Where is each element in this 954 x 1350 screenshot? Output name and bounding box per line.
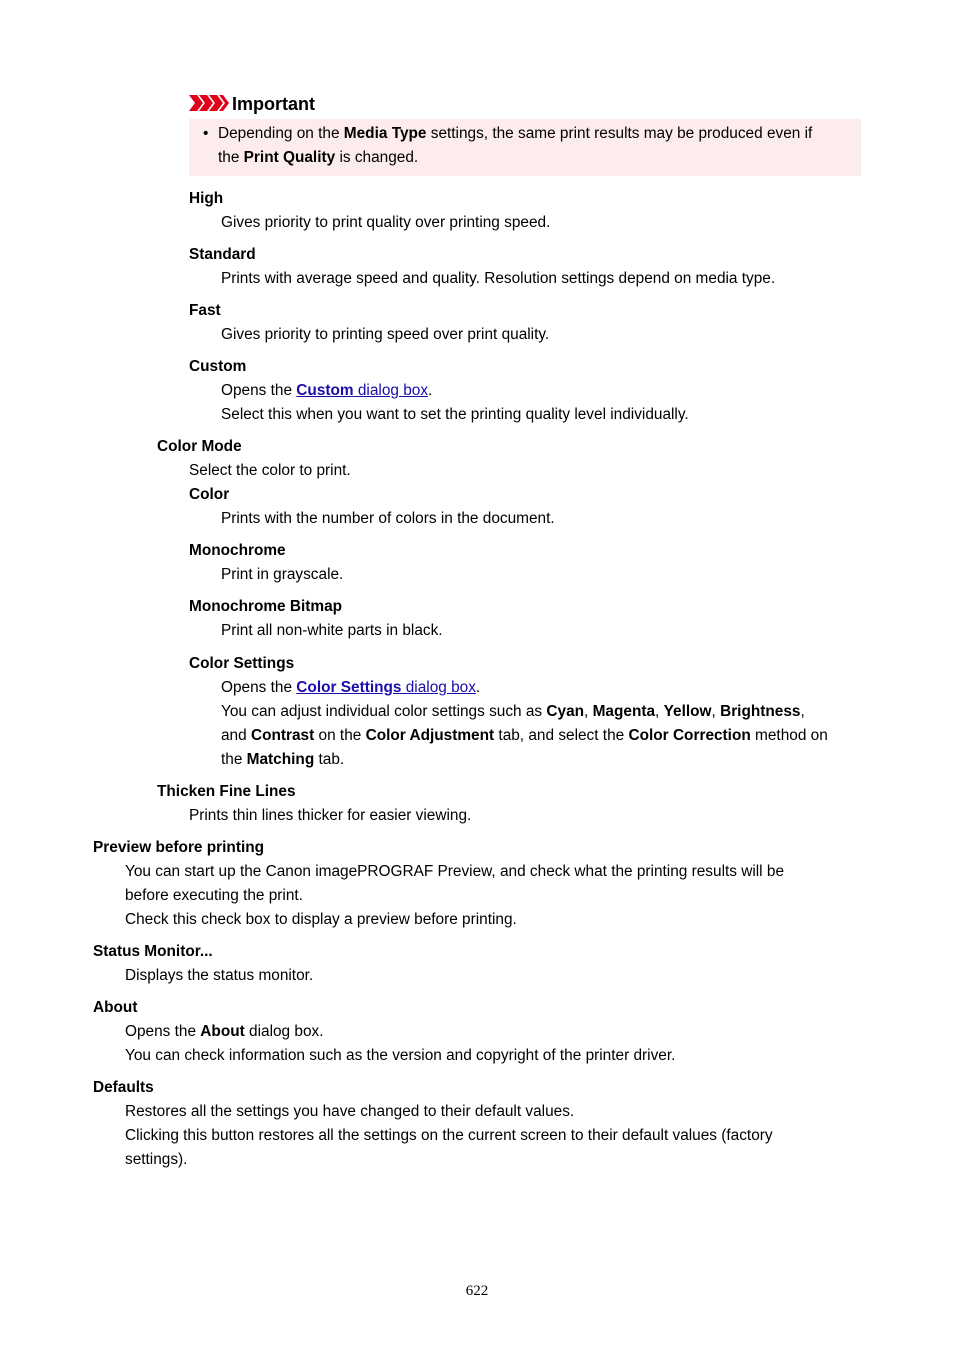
desc-standard: Prints with average speed and quality. Resolution settings depend on media type. — [221, 270, 776, 287]
term-color-mode: Color Mode — [157, 438, 242, 455]
important-note-line1: Depending on the Media Type settings, the same print results may be produced even if — [218, 125, 813, 142]
term-fast: Fast — [189, 302, 221, 319]
term-preview-before-printing: Preview before printing — [93, 839, 265, 856]
term-thicken-fine-lines: Thicken Fine Lines — [157, 783, 296, 800]
desc-defaults-line3: settings). — [125, 1151, 188, 1168]
important-title: Important — [232, 94, 315, 114]
desc-monochrome: Print in grayscale. — [221, 566, 344, 583]
desc-monochrome-bitmap: Print all non-white parts in black. — [221, 622, 443, 639]
desc-high: Gives priority to print quality over printing speed. — [221, 214, 551, 231]
desc-thicken-fine-lines: Prints thin lines thicker for easier viewing. — [189, 807, 472, 824]
desc-preview-line2: before executing the print. — [125, 887, 303, 904]
desc-defaults-line2: Clicking this button restores all the settings on the current screen to their default values (factory — [125, 1127, 773, 1144]
custom-dialog-link[interactable]: Custom dialog box — [296, 382, 429, 399]
term-high: High — [189, 190, 224, 207]
desc-preview-line1: You can start up the Canon imagePROGRAF Preview, and check what the printing results will be — [125, 863, 785, 880]
desc-color-mode: Select the color to print. — [189, 462, 351, 479]
desc-status-monitor: Displays the status monitor. — [125, 967, 314, 984]
term-defaults: Defaults — [93, 1079, 154, 1096]
term-color-settings: Color Settings — [189, 655, 295, 672]
desc-color-settings-line3: the Matching tab. — [221, 751, 345, 768]
term-status-monitor: Status Monitor... — [93, 943, 213, 960]
term-about: About — [93, 999, 138, 1016]
desc-color-settings-opens: Opens the Color Settings dialog box. — [221, 679, 481, 696]
desc-color-settings-line2: and Contrast on the Color Adjustment tab, and select the Color Correction method on — [221, 727, 828, 744]
desc-about-line1: Opens the About dialog box. — [125, 1023, 324, 1040]
bullet-marker: • — [203, 125, 209, 142]
term-color: Color — [189, 486, 230, 503]
desc-preview-line3: Check this check box to display a preview before printing. — [125, 911, 517, 928]
page-number: 622 — [465, 1283, 489, 1299]
term-standard: Standard — [189, 246, 256, 263]
important-chevrons-icon — [189, 95, 229, 111]
desc-fast: Gives priority to printing speed over print quality. — [221, 326, 550, 343]
desc-defaults-line1: Restores all the settings you have changed to their default values. — [125, 1103, 575, 1120]
desc-custom-opens: Opens the Custom dialog box. — [221, 382, 433, 399]
desc-color: Prints with the number of colors in the document. — [221, 510, 555, 527]
term-monochrome-bitmap: Monochrome Bitmap — [189, 598, 343, 615]
color-settings-dialog-link[interactable]: Color Settings dialog box — [296, 679, 476, 696]
term-monochrome: Monochrome — [189, 542, 286, 559]
desc-color-settings-line1: You can adjust individual color settings such as Cyan, Magenta, Yellow, Brightness, — [221, 703, 805, 720]
desc-custom-2: Select this when you want to set the printing quality level individually. — [221, 406, 689, 423]
desc-about-line2: You can check information such as the version and copyright of the printer driver. — [125, 1047, 676, 1064]
important-note-line2: the Print Quality is changed. — [218, 149, 419, 166]
term-custom: Custom — [189, 358, 247, 375]
